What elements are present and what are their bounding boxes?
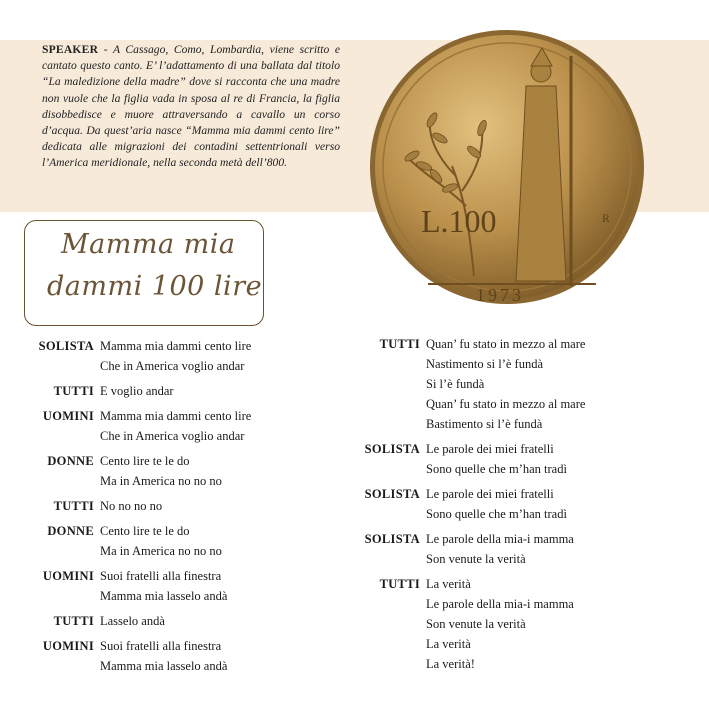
lyric-lines	[426, 574, 574, 674]
coin-denomination: L.100	[421, 203, 497, 239]
lyric-line: Cento lire te le do	[100, 524, 190, 538]
lyric-line: Sono quelle che m’han tradì	[426, 507, 567, 521]
lyric-line: Mamma mia lasselo andà	[100, 589, 228, 603]
voice-label: TUTTI	[53, 499, 94, 513]
lyric-stanza	[0, 496, 330, 516]
lyric-stanza	[0, 566, 330, 606]
voice-label: UOMINI	[42, 639, 94, 653]
song-title-line1: Mamma mia	[61, 229, 236, 260]
lyric-line: Ma in America no no no	[100, 474, 222, 488]
lyric-stanza	[0, 521, 330, 561]
lyric-lines	[100, 521, 222, 561]
lyric-line: Le parole dei miei fratelli	[426, 487, 554, 501]
lyric-line: Son venute la verità	[426, 617, 526, 631]
lyric-line: Bastimento si l’è fundà	[426, 417, 543, 431]
lyric-line: La verità	[426, 637, 471, 651]
speaker-paragraph	[42, 42, 340, 172]
lyric-lines	[426, 529, 574, 569]
lyric-lines	[100, 496, 162, 516]
lyrics-left-column	[0, 336, 330, 681]
coin-year: 1973	[476, 285, 524, 305]
lyric-line: Lasselo andà	[100, 614, 165, 628]
lyric-line: Mamma mia lasselo andà	[100, 659, 228, 673]
lyric-line: Si l’è fundà	[426, 377, 485, 391]
lyric-lines	[100, 406, 251, 446]
song-title-line2: dammi 100 lire	[47, 271, 263, 302]
voice-label: SOLISTA	[364, 532, 420, 546]
lyric-line: Le parole dei miei fratelli	[426, 442, 554, 456]
song-title-box	[24, 220, 264, 326]
lyric-stanza	[0, 611, 330, 631]
voice-label: UOMINI	[42, 569, 94, 583]
voice-label: SOLISTA	[364, 442, 420, 456]
lyric-lines	[426, 334, 585, 434]
voice-label: TUTTI	[379, 577, 420, 591]
lyric-lines	[100, 381, 174, 401]
lyric-line: La verità	[426, 577, 471, 591]
lyric-line: Ma in America no no no	[100, 544, 222, 558]
lyric-lines	[100, 611, 165, 631]
lyric-line: Suoi fratelli alla finestra	[100, 569, 222, 583]
lyric-stanza	[326, 574, 706, 674]
lyric-line: Cento lire te le do	[100, 454, 190, 468]
voice-label: TUTTI	[379, 337, 420, 351]
lyric-line: Mamma mia dammi cento lire	[100, 409, 252, 423]
lyric-stanza	[326, 484, 706, 524]
coin-100-lire-image	[366, 26, 648, 308]
lyric-stanza	[0, 451, 330, 491]
lyric-line: Che in America voglio andar	[100, 359, 245, 373]
lyric-stanza	[326, 439, 706, 479]
lyric-line: La verità!	[426, 657, 475, 671]
voice-label: TUTTI	[53, 614, 94, 628]
lyric-stanza	[326, 529, 706, 569]
lyric-lines	[426, 439, 567, 479]
lyric-line: Le parole della mia-i mamma	[426, 532, 574, 546]
voice-label: UOMINI	[42, 409, 94, 423]
lyric-lines	[100, 636, 227, 676]
lyric-line: Son venute la verità	[426, 552, 526, 566]
coin-mint-mark: R	[602, 211, 611, 225]
lyric-line: Quan’ fu stato in mezzo al mare	[426, 337, 586, 351]
voice-label: TUTTI	[53, 384, 94, 398]
lyric-line: Suoi fratelli alla finestra	[100, 639, 222, 653]
lyric-stanza	[326, 334, 706, 434]
voice-label: DONNE	[47, 524, 94, 538]
lyric-stanza	[0, 336, 330, 376]
voice-label: SOLISTA	[38, 339, 94, 353]
lyric-line: Le parole della mia-i mamma	[426, 597, 574, 611]
lyric-lines	[100, 336, 251, 376]
lyric-stanza	[0, 381, 330, 401]
lyric-lines	[426, 484, 567, 524]
speaker-label: SPEAKER	[42, 43, 99, 56]
lyric-lines	[100, 451, 222, 491]
lyric-line: No no no no	[100, 499, 163, 513]
voice-label: DONNE	[47, 454, 94, 468]
lyric-line: Che in America voglio andar	[100, 429, 245, 443]
lyric-line: Nastimento si l’è fundà	[426, 357, 543, 371]
voice-label: SOLISTA	[364, 487, 420, 501]
lyric-line: Sono quelle che m’han tradì	[426, 462, 567, 476]
speaker-text: - A Cassago, Como, Lombardia, viene scritto e cantato questo canto. E’ l’adattamento di una ballata dal titolo “La maledizione della madre” dove si racconta che una madre non vuole che la figlia vada in sposa al re di Francia, la figlia disobbedisce e muore attraversando a cavallo un corso d’acqua. Da quest’aria nasce “Mamma mia dammi cento lire” dedicata alle migrazioni dei contadini settentrionali verso l’America meridionale, nella seconda metà dell’800.	[42, 43, 340, 170]
lyrics-right-column	[326, 334, 706, 679]
lyric-line: Quan’ fu stato in mezzo al mare	[426, 397, 586, 411]
lyric-line: E voglio andar	[100, 384, 174, 398]
lyric-stanza	[0, 406, 330, 446]
lyric-stanza	[0, 636, 330, 676]
lyric-line: Mamma mia dammi cento lire	[100, 339, 252, 353]
lyric-lines	[100, 566, 227, 606]
